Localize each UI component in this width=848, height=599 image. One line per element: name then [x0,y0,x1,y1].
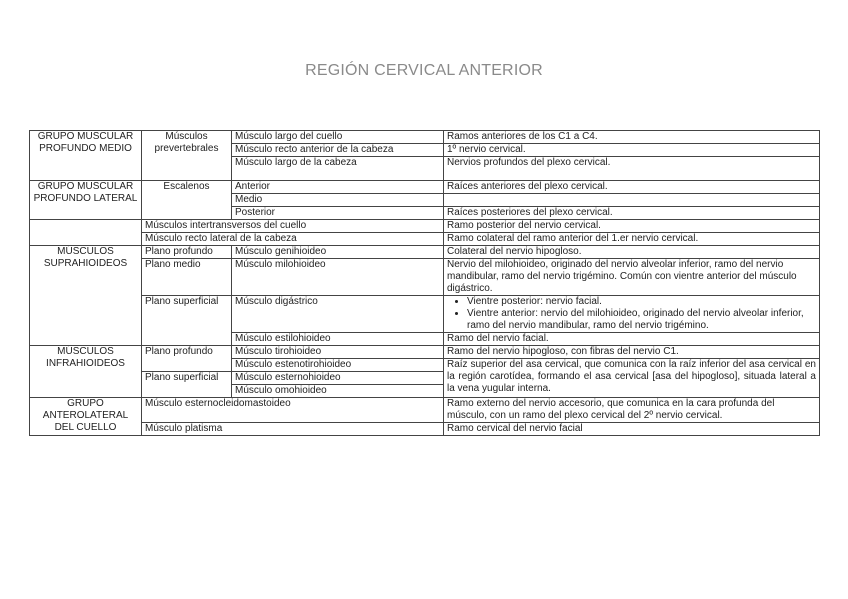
plane-cell: Plano medio [142,259,232,296]
group-name-cell: GRUPO ANTEROLATERAL DEL CUELLO [30,398,142,436]
muscle-cell: Músculo estenotirohioideo [232,359,444,372]
plane-cell: Plano profundo [142,346,232,372]
nerve-cell: Colateral del nervio hipogloso. [444,246,820,259]
group-name-cell-empty [30,220,142,246]
muscle-cell: Músculo platisma [142,423,444,436]
nerve-cell: 1º nervio cervical. [444,144,820,157]
nerve-cell: Raíces anteriores del plexo cervical. [444,181,820,194]
muscle-cell: Músculo digástrico [232,296,444,333]
muscle-cell: Músculo recto lateral de la cabeza [142,233,444,246]
innervation-table [29,130,820,436]
nerve-cell: Nervio del milohioideo, originado del nervio alveolar inferior, ramo del nervio mandibular, ramo del nervio trigémino. Común con vientre anterior del músculo digástrico. [444,259,820,296]
table-row [30,131,820,144]
table-row [30,233,820,246]
table-row [30,423,820,436]
nerve-cell [444,296,820,333]
table-row [30,246,820,259]
muscle-cell: Músculo largo de la cabeza [232,157,444,181]
muscle-cell: Músculo recto anterior de la cabeza [232,144,444,157]
nerve-cell: Ramos anteriores de los C1 a C4. [444,131,820,144]
group-name-cell: MÚSCULOS SUPRAHIOIDEOS [30,246,142,346]
nerve-bullet-list [447,296,816,332]
group-name-cell: GRUPO MUSCULAR PROFUNDO MEDIO [30,131,142,181]
muscle-cell: Músculo tirohioideo [232,346,444,359]
nerve-cell: Ramo colateral del ramo anterior del 1.er nervio cervical. [444,233,820,246]
subgroup-cell: Músculos prevertebrales [142,131,232,181]
nerve-cell: Ramo posterior del nervio cervical. [444,220,820,233]
list-item: • Vientre posterior: nervio facial. [467,296,816,308]
table-row [30,259,820,296]
muscle-cell: Músculos intertransversos del cuello [142,220,444,233]
plane-cell: Plano profundo [142,246,232,259]
muscle-cell: Músculo genihioideo [232,246,444,259]
table-row [30,346,820,359]
nerve-cell: Nervios profundos del plexo cervical. [444,157,820,181]
muscle-cell: Músculo esternocleidomastoideo [142,398,444,423]
nerve-cell [444,194,820,207]
table-row [30,220,820,233]
list-item: • Vientre anterior: nervio del milohioideo, originado del nervio alveolar inferior, ramo del nervio mandibular, ramo del nervio trigémino. [467,308,816,332]
muscle-cell: Posterior [232,207,444,220]
table-row [30,296,820,333]
plane-cell: Plano superficial [142,372,232,398]
subgroup-cell: Escalenos [142,181,232,220]
nerve-cell: Ramo cervical del nervio facial [444,423,820,436]
muscle-cell: Medio [232,194,444,207]
muscle-cell: Músculo esternohioideo [232,372,444,385]
plane-cell: Plano superficial [142,296,232,346]
muscle-cell: Músculo estilohioideo [232,333,444,346]
nerve-cell: Raíz superior del asa cervical, que comunica con la raíz inferior del asa cervical en la región carotídea, formando el asa cervical [asa del hipogloso], situada lateral a la vena yugular interna. [444,359,820,398]
muscle-cell: Anterior [232,181,444,194]
group-name-cell: MÚSCULOS INFRAHIOIDEOS [30,346,142,398]
nerve-cell: Ramo externo del nervio accesorio, que comunica en la cara profunda del músculo, con un ramo del plexo cervical del 2º nervio cervical. [444,398,820,423]
nerve-cell: Ramo del nervio facial. [444,333,820,346]
muscle-cell: Músculo milohioideo [232,259,444,296]
muscle-cell: Músculo largo del cuello [232,131,444,144]
group-name-cell: GRUPO MUSCULAR PROFUNDO LATERAL [30,181,142,220]
table-row [30,398,820,423]
page-title: REGIÓN CERVICAL ANTERIOR [305,62,543,79]
nerve-cell: Ramo del nervio hipogloso, con fibras del nervio C1. [444,346,820,359]
table-row [30,181,820,194]
muscle-cell: Músculo omohioideo [232,385,444,398]
nerve-cell: Raíces posteriores del plexo cervical. [444,207,820,220]
